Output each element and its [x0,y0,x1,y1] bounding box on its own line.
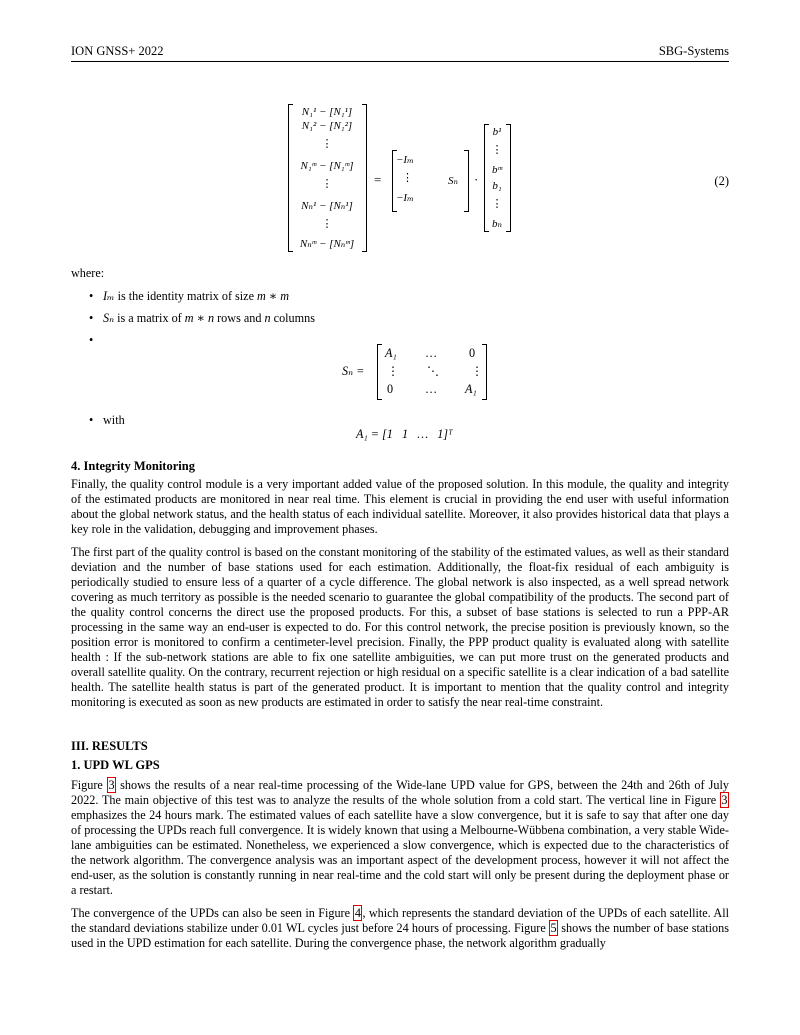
figure-4-link[interactable]: 4 [354,906,361,920]
bullet-text: columns [270,311,315,325]
sn-cell: 0 [387,382,394,396]
sn-symbol: Sₙ [448,175,458,187]
text-run: emphasizes the 24 hours mark. The estimated values of each satellite have a slow convergence, but it is safe to say that after one day of processing the UPDs reach full convergence. It is widely known that using a Melbourne-Wübbena combination, a very stable Wide-lane ambiguities can be estimated. Nonetheless, we experienced a slow convergence, which is expected due to the characteristics of the network algorithm. The convergence analysis was an important aspect of the development process, however it will not affect the end-user, as the solution is constantly running in near real-time and the cold start will only be present during the deployment phase or a restart. [71,808,729,897]
lhs-row: N₁¹ − [N₁¹] [301,106,353,118]
definition-list-2 [71,311,315,326]
lhs-row: ⋮ [321,178,333,190]
text-run: Figure [71,778,107,792]
bullet-with: • with [71,413,125,428]
mid-row: −Iₘ [396,154,414,166]
sn-left-bracket [377,344,382,400]
sn-cell: … [425,346,438,360]
text-run: The convergence of the UPDs can also be seen in Figure [71,906,354,920]
bullet-empty [71,333,103,348]
rhs-row: ⋮ [491,144,503,156]
equation-number: (2) [714,174,729,188]
lhs-right-bracket [362,104,367,252]
text-run: shows the results of a near real-time processing of the Wide-lane UPD value for GPS, between the 24th and 26th of July 2022. The main objective of this test was to analyze the results of the whole solution from a cold start. The vertical line in Figure [71,778,729,807]
symbol-sn: Sₙ [103,311,115,325]
lhs-row: Nₙᵐ − [Nₙᵐ] [299,238,355,250]
symbol-im: Iₘ [103,289,115,303]
equation-2 [288,104,528,254]
text-run: , which represents the standard deviation of the UPDs of each satellite. All the standard deviations stabilize under 0.01 WL cycles just before 24 hours of processing. Figure [71,906,729,935]
mid-row: ⋮ [402,172,413,184]
lhs-row: ⋮ [321,218,333,230]
page-header [71,44,729,59]
where-label: where: [71,266,105,280]
figure-5-link[interactable]: 5 [550,921,557,935]
sn-lhs: Sₙ = [342,364,365,378]
header-organization: SBG-Systems [658,44,729,58]
a1-equation: A₁ = [1 1 … 1]ᵀ [356,427,453,441]
sn-cell: 0 [469,346,476,360]
rhs-row: b₁ [492,180,502,192]
sn-cell: A₁ [465,382,477,396]
equals-sign: = [374,172,382,187]
mid-right-bracket [464,150,469,212]
rhs-row: bₙ [492,218,502,230]
lhs-row: Nₙ¹ − [Nₙ¹] [301,200,353,212]
bullet-identity [71,289,289,304]
subsection-1-body [71,778,729,951]
figure-3-link[interactable]: 3 [108,778,115,792]
rhs-row: ⋮ [491,198,503,210]
definition-list-3 [71,333,103,348]
sn-cell: ⋱ [427,364,440,378]
paragraph [71,906,729,951]
sn-cell: ⋮ [387,364,400,378]
header-rule [71,61,729,62]
rhs-row: bᵐ [491,164,503,176]
lhs-row: ⋮ [321,138,333,150]
figure-3-link[interactable]: 3 [721,793,728,807]
sn-cell: … [425,382,438,396]
mid-row: −Iₘ [396,192,414,204]
bullet-expr: m ∗ m [257,289,290,303]
lhs-row: N₁ᵐ − [N₁ᵐ] [300,160,354,172]
header-conference: ION GNSS+ 2022 [71,44,164,58]
bullet-text: is a matrix of [114,311,185,325]
bullet-expr: n [264,311,271,325]
lhs-row: N₁² − [N₁²] [301,120,353,132]
rhs-left-bracket [484,124,489,232]
paragraph [71,778,729,898]
rhs-right-bracket [506,124,511,232]
definition-list-4 [71,413,125,428]
definition-list [71,289,289,304]
bullet-text: rows and [214,311,265,325]
rhs-row: b¹ [492,126,502,138]
subsection-1-title: 1. UPD WL GPS [71,758,160,772]
bullet-text: is the identity matrix of size [114,289,258,303]
bullet-expr: m ∗ n [184,311,215,325]
dot-operator: · [474,172,479,187]
sn-cell: A₁ [385,346,397,360]
sn-matrix-equation [342,344,492,400]
bullet-sn [71,311,315,326]
section-3-title: III. RESULTS [71,739,148,753]
section-4-body [71,477,729,710]
section-4-title: 4. Integrity Monitoring [71,459,195,473]
text-run: shows the number of base stations used in the UPD estimation for each satellite. During the convergence phase, the network algorithm gradually [71,921,729,950]
paragraph: Finally, the quality control module is a very important added value of the proposed solution. In this module, the quality and integrity of the estimated products are monitored in near real time. This element is crucial in providing the end user with useful information about the global network status, and the health status of each individual satellite. Moreover, it also provides historical data that plays a key role in the validation, debugging and improvement phases. [71,477,729,536]
paragraph: The first part of the quality control is based on the constant monitoring of the stability of the estimated values, as well as their standard deviation and the number of base stations used for each estimation. Additionally, the float-fix residual of each ambiguity is periodically studied to ensure less of a quarter of a cycle difference. The global network is also inspected, as a well spread network covering as much territory as possible is the needed scenario to guarantee the global compatibility of the products. The second part of the quality control concerns the direct use the proposed products. For this, a subset of base stations is selected to run a PPP-AR processing in the same way an end-user is expected to do. For this control network, the precise position is previously known, so the position error is monitored to confirm a centimeter-level precision. Finally, the PPP product quality is evaluated along with satellite health : If the sub-network stations are able to fix one satellite ambiguities, we can put more trust on the generated products and overall satellite quality. On the contrary, recurrent rejection or high residual on a specific satellite is a clear indication of a bad satellite health. The satellite health status is part of the generated product. It is important to mention that the quality control and integrity monitoring is executed as soon as new products are estimated in order to satisfy the near real-time constraint. [71,545,729,709]
sn-cell: ⋮ [471,364,484,378]
